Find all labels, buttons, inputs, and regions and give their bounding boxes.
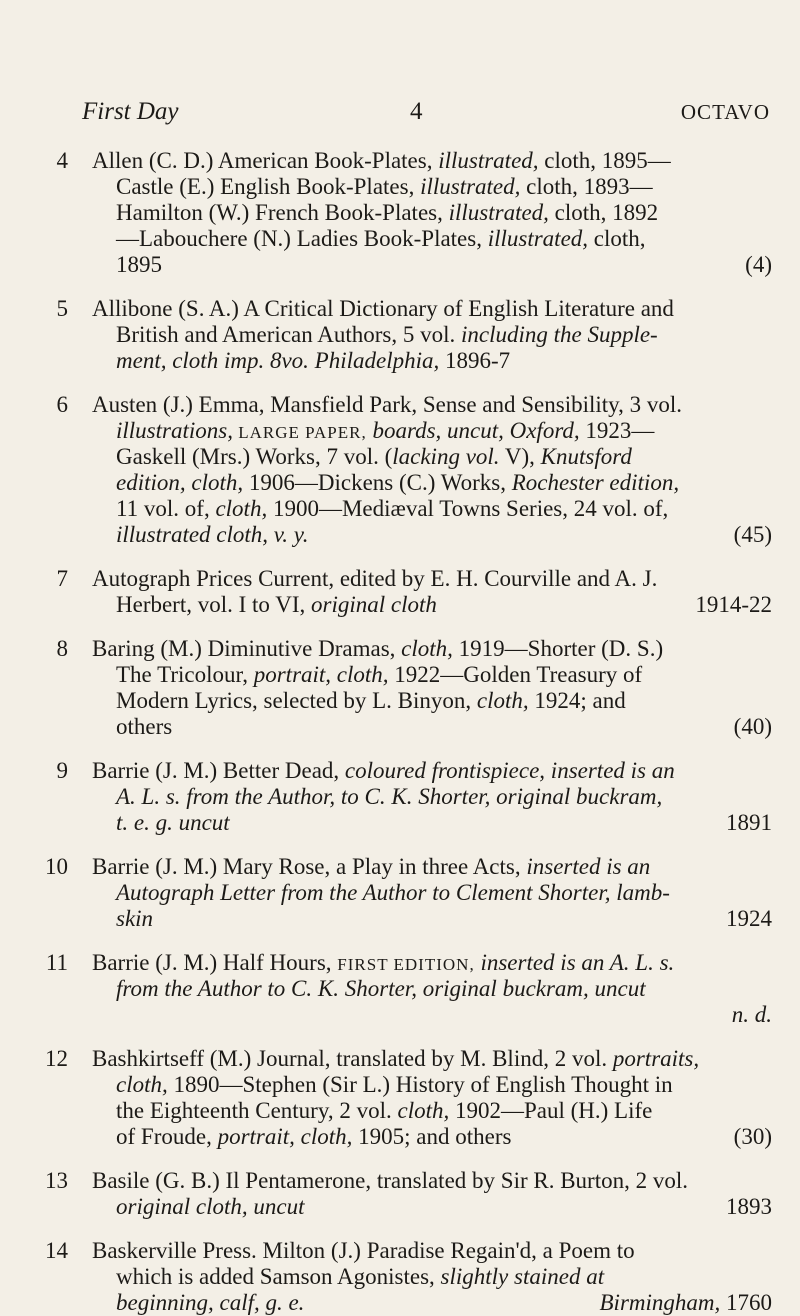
lot-entry (0, 1046, 800, 1150)
lot-text: imp. 8vo. Philadelphia, (223, 348, 440, 373)
lot-text: cloth, (588, 226, 646, 251)
lot-description (92, 636, 772, 740)
lot-text: the Eighteenth Century, 2 vol. (116, 1098, 398, 1123)
lot-text: 1895 (116, 252, 162, 277)
lot-text: t. e. g. uncut (116, 810, 230, 835)
lot-text: 1922—Golden Treasury of (388, 662, 643, 687)
lot-line (92, 418, 772, 444)
lot-entry (0, 950, 800, 1028)
lot-entry (0, 1238, 800, 1316)
page-number: 4 (410, 98, 423, 125)
lot-text: Austen (J.) Emma, Mansfield Park, Sense and Sensibility, 3 vol. (92, 392, 683, 417)
lot-text: Barrie (J. M.) Better Dead, (92, 758, 345, 783)
lot-text: Herbert, vol. I to VI, (116, 592, 312, 617)
lot-line (92, 714, 772, 740)
lot-text: lacking vol. (392, 444, 500, 469)
page-header (82, 92, 770, 132)
lot-line (92, 1072, 772, 1098)
lot-line (92, 444, 772, 470)
lot-text: Hamilton (W.) French Book-Plates, (116, 200, 449, 225)
lot-text: 1906—Dickens (C.) Works, (243, 470, 512, 495)
lot-number: 5 (56, 296, 68, 321)
lot-line (92, 1290, 772, 1316)
lot-text: cloth, 1895— (538, 148, 671, 173)
lot-entry (0, 296, 800, 374)
lot-text: LARGE PAPER, (232, 423, 367, 442)
lot-line (92, 976, 772, 1002)
lot-text: Barrie (J. M.) Half Hours, (92, 950, 338, 975)
lot-date-or-count: Birmingham, 1760 (599, 1290, 772, 1315)
lot-number: 8 (56, 636, 68, 661)
lot-entry (0, 148, 800, 278)
lot-text: Allen (C. D.) American Book-Plates, (92, 148, 439, 173)
lot-text: Autograph Letter from the Author to Clement Shorter, lamb- (116, 880, 670, 905)
lot-text: of Froude, (116, 1124, 218, 1149)
lot-description (92, 854, 772, 932)
lot-line (92, 348, 772, 374)
lot-text: original cloth, uncut (116, 1194, 305, 1219)
lot-line (92, 1238, 772, 1264)
lot-text: boards, uncut, Oxford, (366, 418, 580, 443)
lot-entry (0, 636, 800, 740)
lot-text: illustrated, (448, 200, 549, 225)
lot-number: 13 (45, 1168, 68, 1193)
lot-text: Modern Lyrics, selected by L. Binyon, (116, 688, 477, 713)
lot-entry (0, 1168, 800, 1220)
lot-text: cloth, (116, 1072, 168, 1097)
lot-number: 4 (56, 148, 68, 173)
lot-line (92, 148, 772, 174)
lot-text: Baring (M.) Diminutive Dramas, (92, 636, 402, 661)
lot-text: portraits, (612, 1046, 700, 1071)
header-format: OCTAVO (680, 100, 770, 124)
lot-description (92, 148, 772, 278)
lot-text: —Labouchere (N.) Ladies Book-Plates, (116, 226, 488, 251)
lot-text: cloth, 1893— (520, 174, 653, 199)
lot-description (92, 1168, 772, 1220)
lot-line (92, 566, 772, 592)
lot-text: portrait, cloth, (217, 1124, 353, 1149)
lot-description (92, 950, 772, 1028)
lot-text: inserted is an (526, 854, 651, 879)
lot-line (92, 392, 772, 418)
lot-number: 10 (45, 854, 68, 879)
lot-text: illustrated, (438, 148, 539, 173)
lot-text: 1890—Stephen (Sir L.) History of English Thought in (167, 1072, 673, 1097)
lot-date-or-count: 1891 (726, 810, 772, 835)
lot-text: illustrations, (116, 418, 233, 443)
lot-text: FIRST EDITION, (337, 955, 475, 974)
lot-text: coloured frontispiece, inserted is an (344, 758, 675, 783)
lot-line (92, 1168, 772, 1194)
lot-text: cloth, 1892 (548, 200, 659, 225)
lot-line (92, 758, 772, 784)
lot-text: cloth, (215, 496, 268, 521)
lot-text: illustrated cloth, v. y. (116, 522, 309, 547)
lot-date-or-count: (40) (733, 714, 772, 739)
lot-text: British and American Authors, 5 vol. (116, 322, 461, 347)
lot-text: from the Author to C. K. Shorter, original buckram, uncut (116, 976, 646, 1001)
lot-description (92, 392, 772, 548)
lot-text: Knutsford (540, 444, 632, 469)
lot-line (92, 662, 772, 688)
lot-entry (0, 392, 800, 548)
lot-text: including the Supple- (460, 322, 658, 347)
lot-line (92, 1124, 772, 1150)
lot-text: 11 vol. of, (116, 496, 216, 521)
lot-date-or-count: 1924 (726, 906, 772, 931)
lot-text: others (116, 714, 173, 739)
lot-text: Basile (G. B.) Il Pentamerone, translated by Sir R. Burton, 2 vol. (92, 1168, 688, 1193)
lot-text: V), (499, 444, 541, 469)
lot-line (92, 200, 772, 226)
lot-text: original cloth (311, 592, 437, 617)
lot-text: The Tricolour, (116, 662, 254, 687)
lot-text: Allibone (S. A.) A Critical Dictionary of English Literature and (92, 296, 674, 321)
lot-line (92, 1046, 772, 1072)
lot-date-or-count: 1893 (726, 1194, 772, 1219)
lot-text: inserted is an A. L. s. (474, 950, 675, 975)
lot-text: illustrated, (487, 226, 589, 251)
lot-text: skin (116, 906, 154, 931)
lot-line (92, 1194, 772, 1220)
lot-text: edition, cloth, (116, 470, 244, 495)
lot-description (92, 758, 772, 836)
lot-line (92, 636, 772, 662)
lot-line (92, 226, 772, 252)
lot-text: cloth, (476, 688, 529, 713)
lot-description (92, 566, 772, 618)
lot-text: Baskerville Press. Milton (J.) Paradise Regain'd, a Poem to (92, 1238, 635, 1263)
lot-line (92, 784, 772, 810)
lot-text: Gaskell (Mrs.) Works, 7 vol. ( (116, 444, 393, 469)
lot-line (92, 322, 772, 348)
header-day: First Day (82, 98, 179, 125)
lot-line (92, 1264, 772, 1290)
lot-number: 6 (56, 392, 68, 417)
lot-text: portrait, cloth, (253, 662, 389, 687)
lot-text: cloth, (401, 636, 453, 661)
lot-text: which is added Samson Agonistes, (116, 1264, 441, 1289)
lot-entry (0, 854, 800, 932)
lot-text: illustrated, (420, 174, 521, 199)
lot-text: Castle (E.) English Book-Plates, (116, 174, 421, 199)
lot-date-or-count: (30) (733, 1124, 772, 1149)
lot-text: A. L. s. from the Author, to C. K. Shorter, original buckram, (116, 784, 663, 809)
lot-description (92, 1046, 772, 1150)
lot-line (92, 470, 772, 496)
lot-line (92, 854, 772, 880)
lot-line (92, 880, 772, 906)
lot-text: cloth, (397, 1098, 450, 1123)
lot-entry (0, 566, 800, 618)
lot-line (92, 906, 772, 932)
lot-line (92, 950, 772, 976)
lot-entry (0, 758, 800, 836)
lot-text: Bashkirtseff (M.) Journal, translated by M. Blind, 2 vol. (92, 1046, 613, 1071)
lot-text: Rochester edition, (511, 470, 680, 495)
lot-text: 1924; and (528, 688, 626, 713)
lot-line (92, 496, 772, 522)
lot-line (92, 592, 772, 618)
lot-text: Autograph Prices Current, edited by E. H. Courville and A. J. (92, 566, 658, 591)
lot-text: 1923— (579, 418, 655, 443)
lot-date-or-count: 1914-22 (695, 592, 772, 617)
lot-text: beginning, calf, g. e. (116, 1290, 305, 1315)
lot-date-or-count: n. d. (731, 1002, 772, 1027)
lot-line (92, 174, 772, 200)
lot-text: ment, cloth (116, 348, 219, 373)
lot-date-or-count: (45) (733, 522, 772, 547)
lot-date-or-count: (4) (745, 252, 772, 277)
lot-line (92, 688, 772, 714)
lot-number: 14 (45, 1238, 68, 1263)
lot-number: 7 (56, 566, 68, 591)
lot-line (92, 1098, 772, 1124)
lot-line (92, 810, 772, 836)
lot-description (92, 296, 772, 374)
lot-text: Barrie (J. M.) Mary Rose, a Play in three Acts, (92, 854, 527, 879)
lot-line (92, 252, 772, 278)
lot-line (92, 1002, 772, 1028)
lot-text: slightly stained at (440, 1264, 605, 1289)
lot-text: 1919—Shorter (D. S.) (452, 636, 664, 661)
lot-number: 9 (56, 758, 68, 783)
lot-line (92, 522, 772, 548)
lot-number: 12 (45, 1046, 68, 1071)
lot-text: 1905; and others (352, 1124, 512, 1149)
lot-text: 1902—Paul (H.) Life (449, 1098, 653, 1123)
lot-text: 1896-7 (439, 348, 511, 373)
lot-line (92, 296, 772, 322)
lot-number: 11 (45, 950, 68, 975)
lot-text: 1900—Mediæval Towns Series, 24 vol. of, (267, 496, 669, 521)
lot-description (92, 1238, 772, 1316)
